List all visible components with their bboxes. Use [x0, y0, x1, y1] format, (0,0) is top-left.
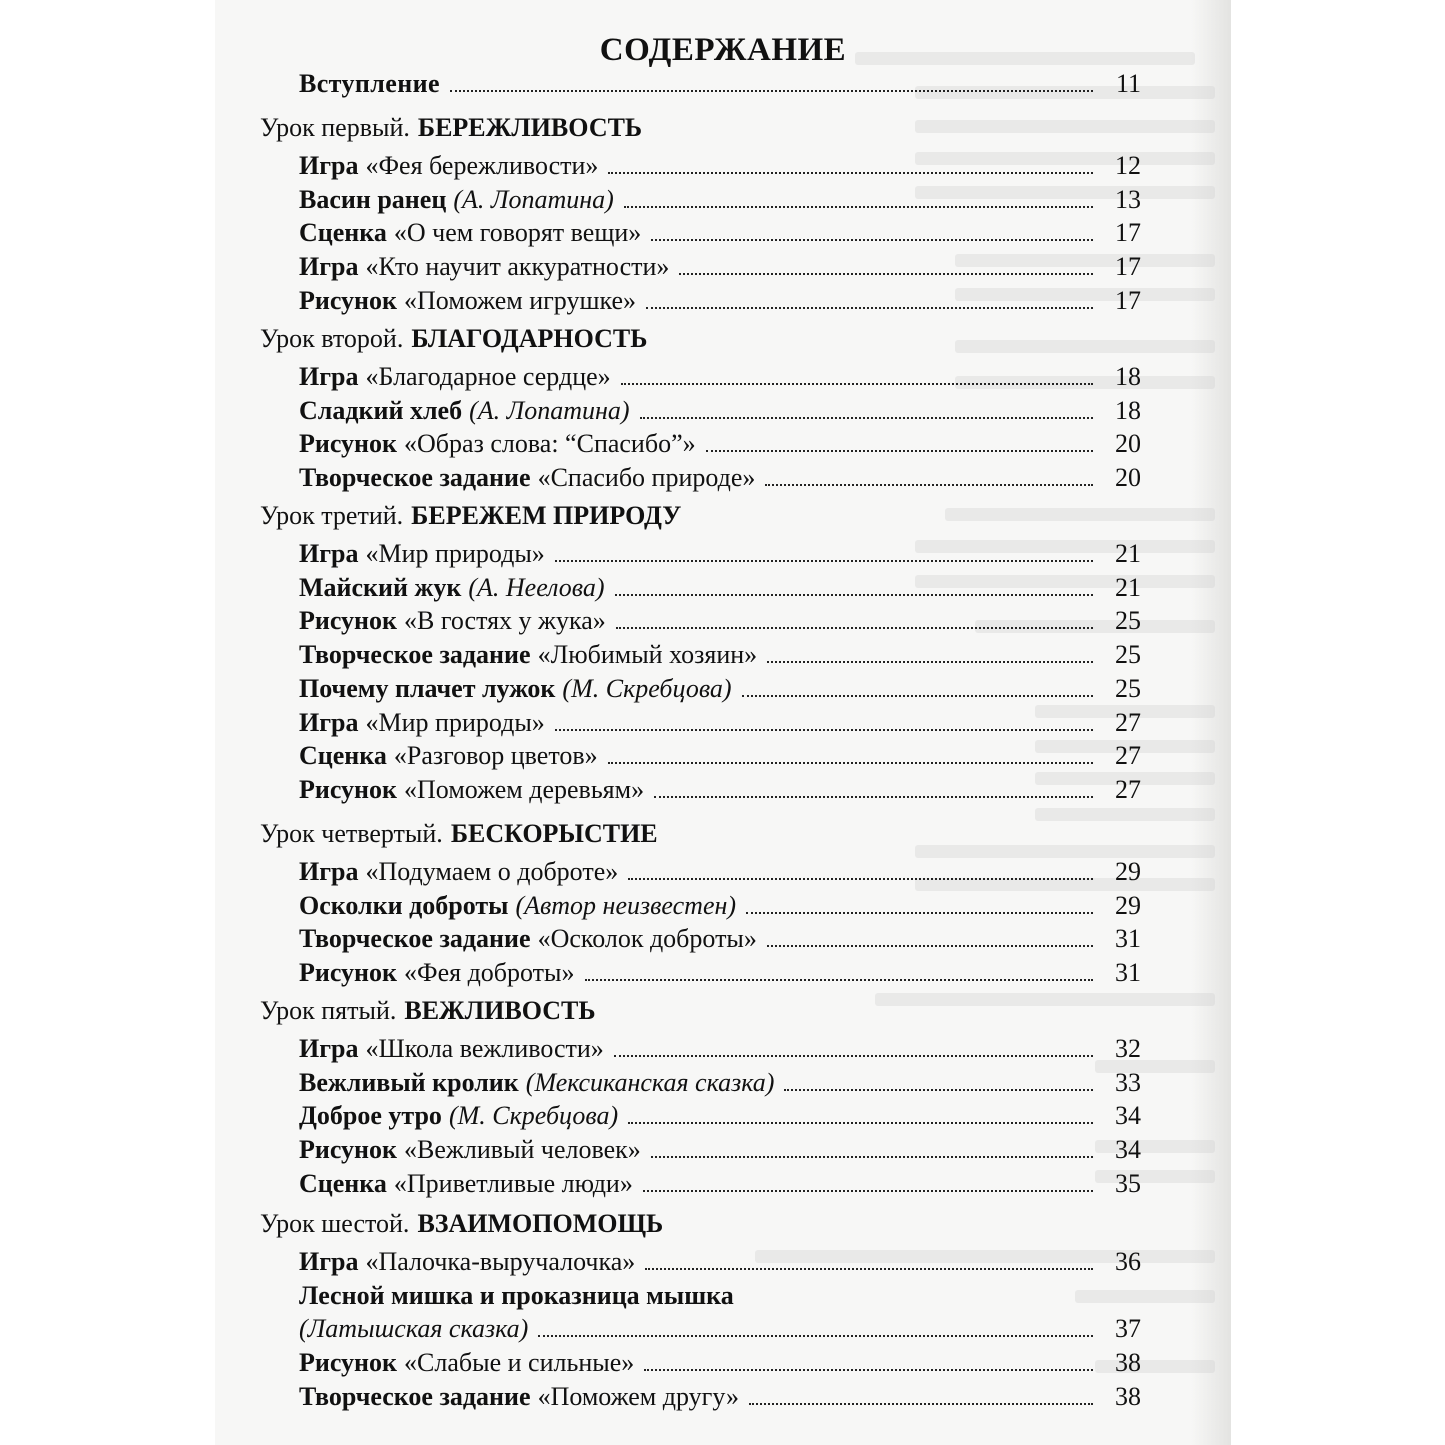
- dot-leader: [742, 694, 1093, 697]
- toc-entry: [299, 428, 1141, 460]
- lesson-name: БЕРЕЖЕМ ПРИРОДУ: [411, 501, 682, 530]
- toc-entry: [299, 605, 1141, 637]
- entry-label: Рисунок: [299, 286, 398, 315]
- toc-entry: [299, 923, 1141, 955]
- toc-entry: [299, 1033, 1141, 1065]
- toc-entry: [299, 740, 1141, 772]
- entry-title: [299, 361, 611, 393]
- toc-entry: [299, 1347, 1141, 1379]
- entry-label: Рисунок: [299, 1348, 398, 1377]
- entry-quote: «Образ слова: “Спасибо”»: [404, 429, 696, 458]
- page-number: 37: [1115, 1314, 1141, 1343]
- dot-leader: [651, 238, 1093, 241]
- entry-author: (А. Лопатина): [469, 396, 630, 425]
- lesson-heading: [260, 323, 647, 355]
- entry-label: Сценка: [299, 741, 387, 770]
- entry-quote: «Приветливые люди»: [393, 1169, 633, 1198]
- entry-quote: «О чем говорят вещи»: [393, 218, 642, 247]
- entry-label: Игра: [299, 539, 359, 568]
- entry-title: [299, 1067, 774, 1099]
- toc-entry: [299, 639, 1141, 671]
- entry-label: Сценка: [299, 218, 387, 247]
- entry-label: Почему плачет лужок: [299, 674, 556, 703]
- entry-author: (Автор неизвестен): [515, 891, 737, 920]
- dot-leader: [621, 382, 1093, 385]
- dot-leader: [765, 483, 1093, 486]
- entry-quote: «Любимый хозяин»: [537, 640, 758, 669]
- entry-author: (Мексиканская сказка): [525, 1068, 775, 1097]
- toc-entry: [299, 890, 1141, 922]
- entry-title: [299, 1134, 641, 1166]
- entry-label: Игра: [299, 1247, 359, 1276]
- lesson-heading: [260, 112, 642, 144]
- toc-entry: [299, 361, 1141, 393]
- dot-leader: [624, 205, 1093, 208]
- page-number: 21: [1115, 539, 1141, 568]
- dot-leader: [746, 911, 1093, 914]
- page-number: 18: [1115, 396, 1141, 425]
- entry-label: Игра: [299, 252, 359, 281]
- entry-label: Лесной мишка и проказница мышка: [299, 1281, 734, 1310]
- entry-quote: «Фея бережливости»: [365, 151, 599, 180]
- dot-leader: [679, 272, 1093, 275]
- toc-entry: [299, 1134, 1141, 1166]
- entry-label: Сценка: [299, 1169, 387, 1198]
- entry-quote: «Мир природы»: [365, 539, 545, 568]
- entry-author: (А. Неелова): [468, 573, 605, 602]
- entry-label: Сладкий хлеб: [299, 396, 463, 425]
- lesson-heading: [260, 1208, 663, 1240]
- page-number: 27: [1115, 775, 1141, 804]
- entry-title: [299, 1100, 618, 1132]
- entry-title: [299, 605, 606, 637]
- page-number: 31: [1115, 924, 1141, 953]
- page-title: СОДЕРЖАНИЕ: [599, 32, 847, 68]
- entry-label: Васин ранец: [299, 185, 447, 214]
- dot-leader: [640, 416, 1093, 419]
- entry-title: [299, 1168, 633, 1200]
- page-number: 17: [1115, 252, 1141, 281]
- entry-quote: «Поможем другу»: [537, 1382, 739, 1411]
- entry-title: [299, 538, 545, 570]
- lesson-prefix: Урок третий.: [260, 501, 404, 530]
- entry-label: Творческое задание: [299, 1382, 531, 1411]
- entry-quote: «Школа вежливости»: [365, 1034, 604, 1063]
- toc-entry: [299, 1313, 1141, 1345]
- entry-quote: «Фея доброты»: [404, 958, 575, 987]
- page-number: 38: [1115, 1382, 1141, 1411]
- entry-quote: «Разговор цветов»: [393, 741, 598, 770]
- page-number: 35: [1115, 1169, 1141, 1198]
- entry-quote: «Поможем игрушке»: [404, 286, 637, 315]
- lesson-name: БЕСКОРЫСТИЕ: [450, 819, 658, 848]
- entry-title: [299, 707, 545, 739]
- book-page: [215, 0, 1231, 1445]
- toc-entry: [299, 957, 1141, 989]
- entry-label: Игра: [299, 151, 359, 180]
- toc-entry: [299, 1100, 1141, 1132]
- dot-leader: [555, 728, 1093, 731]
- lesson-name: ВЗАИМОПОМОЩЬ: [417, 1209, 664, 1238]
- lesson-name: ВЕЖЛИВОСТЬ: [404, 996, 596, 1025]
- entry-label: Игра: [299, 1034, 359, 1063]
- dot-leader: [628, 1121, 1093, 1124]
- entry-quote: «Палочка-выручалочка»: [365, 1247, 636, 1276]
- dot-leader: [767, 944, 1093, 947]
- page-number: 36: [1115, 1247, 1141, 1276]
- entry-label: Рисунок: [299, 1135, 398, 1164]
- entry-label: Доброе утро: [299, 1101, 442, 1130]
- entry-author: (М. Скребцова): [448, 1101, 619, 1130]
- toc-entry: [299, 462, 1141, 494]
- toc-entry: [299, 707, 1141, 739]
- entry-author: (А. Лопатина): [453, 185, 614, 214]
- entry-title: [299, 740, 598, 772]
- lesson-prefix: Урок шестой.: [260, 1209, 410, 1238]
- entry-title: [299, 774, 644, 806]
- entry-quote: «Поможем деревьям»: [404, 775, 645, 804]
- dot-leader: [645, 1267, 1093, 1270]
- entry-quote: «Слабые и сильные»: [404, 1348, 635, 1377]
- page-number: 18: [1115, 362, 1141, 391]
- entry-label: Вежливый кролик: [299, 1068, 519, 1097]
- entry-quote: «Спасибо природе»: [537, 463, 756, 492]
- dot-leader: [608, 171, 1093, 174]
- entry-label: Рисунок: [299, 958, 398, 987]
- entry-title: [299, 1313, 528, 1345]
- toc-entry: [299, 184, 1141, 216]
- page-number: 25: [1115, 674, 1141, 703]
- entry-title: [299, 184, 614, 216]
- entry-title: [299, 957, 575, 989]
- toc-entry: [299, 856, 1141, 888]
- page-number: 11: [1115, 69, 1141, 98]
- entry-quote: «Кто научит аккуратности»: [365, 252, 670, 281]
- page-number: 20: [1115, 463, 1141, 492]
- toc-entry: [299, 150, 1141, 182]
- entry-title: [299, 572, 605, 604]
- lesson-name: БЛАГОДАРНОСТЬ: [411, 324, 648, 353]
- entry-label: Творческое задание: [299, 640, 531, 669]
- dot-leader: [644, 1368, 1093, 1371]
- entry-quote: «Благодарное сердце»: [365, 362, 611, 391]
- lesson-prefix: Урок первый.: [260, 113, 410, 142]
- entry-title: [299, 462, 755, 494]
- dot-leader: [643, 1189, 1093, 1192]
- dot-leader: [585, 978, 1093, 981]
- dot-leader: [608, 761, 1093, 764]
- entry-author: (Латышская сказка): [299, 1314, 529, 1343]
- lesson-heading: [260, 818, 658, 850]
- entry-title: [299, 673, 732, 705]
- page-number: 25: [1115, 640, 1141, 669]
- entry-title: [299, 1280, 734, 1312]
- entry-title: [299, 150, 598, 182]
- page-number: 31: [1115, 958, 1141, 987]
- page-number: 27: [1115, 708, 1141, 737]
- entry-label: Рисунок: [299, 429, 398, 458]
- page-number: 20: [1115, 429, 1141, 458]
- page-number: 34: [1115, 1101, 1141, 1130]
- page-number: 29: [1115, 891, 1141, 920]
- toc-entry: [299, 217, 1141, 249]
- dot-leader: [614, 1054, 1093, 1057]
- dot-leader: [538, 1334, 1093, 1337]
- dot-leader: [654, 795, 1093, 798]
- page-number: 34: [1115, 1135, 1141, 1164]
- entry-title: [299, 395, 630, 427]
- toc-entry: [299, 572, 1141, 604]
- dot-leader: [628, 877, 1093, 880]
- dot-leader: [784, 1088, 1093, 1091]
- page-number: 29: [1115, 857, 1141, 886]
- entry-title: [299, 1381, 739, 1413]
- toc-entry: [299, 395, 1141, 427]
- lesson-prefix: Урок второй.: [260, 324, 404, 353]
- entry-title: [299, 217, 641, 249]
- page-number: 32: [1115, 1034, 1141, 1063]
- dot-leader: [749, 1402, 1093, 1405]
- toc-entry: [299, 774, 1141, 806]
- entry-quote: «В гостях у жука»: [404, 606, 606, 635]
- entry-label: Игра: [299, 362, 359, 391]
- entry-label: Майский жук: [299, 573, 462, 602]
- entry-title: [299, 923, 757, 955]
- dot-leader: [651, 1155, 1093, 1158]
- entry-title: Вступление: [299, 69, 440, 98]
- dot-leader: [555, 559, 1093, 562]
- toc-entry-intro: [299, 68, 1141, 100]
- dot-leader: [706, 449, 1093, 452]
- entry-title: [299, 285, 636, 317]
- toc-entry: [299, 1067, 1141, 1099]
- dot-leader: [616, 626, 1093, 629]
- entry-title: [299, 1347, 634, 1379]
- page-number: 12: [1115, 151, 1141, 180]
- toc-entry: [299, 251, 1141, 283]
- dot-leader: [767, 660, 1093, 663]
- page-number: 25: [1115, 606, 1141, 635]
- page-number: 17: [1115, 218, 1141, 247]
- page-number: 33: [1115, 1068, 1141, 1097]
- entry-quote: «Вежливый человек»: [404, 1135, 641, 1164]
- toc-entry: [299, 1168, 1141, 1200]
- toc-entry: [299, 1381, 1141, 1413]
- page-number: 21: [1115, 573, 1141, 602]
- entry-author: (М. Скребцова): [562, 674, 732, 703]
- page-number: 17: [1115, 286, 1141, 315]
- entry-label: Осколки доброты: [299, 891, 509, 920]
- dot-leader: [450, 89, 1093, 92]
- entry-label: Игра: [299, 708, 359, 737]
- dot-leader: [646, 306, 1093, 309]
- toc-entry: [299, 285, 1141, 317]
- entry-title: [299, 1033, 604, 1065]
- entry-label: Рисунок: [299, 606, 398, 635]
- toc-entry: [299, 1246, 1141, 1278]
- lesson-heading: [260, 500, 681, 532]
- entry-label: Творческое задание: [299, 924, 531, 953]
- entry-title: [299, 639, 757, 671]
- entry-quote: «Подумаем о доброте»: [365, 857, 619, 886]
- entry-title: [299, 1246, 635, 1278]
- page-number: 13: [1115, 185, 1141, 214]
- toc-entry: [299, 538, 1141, 570]
- lesson-name: БЕРЕЖЛИВОСТЬ: [417, 113, 643, 142]
- page-number: 27: [1115, 741, 1141, 770]
- lesson-prefix: Урок пятый.: [260, 996, 397, 1025]
- entry-quote: «Осколок доброты»: [537, 924, 757, 953]
- entry-title: [299, 890, 736, 922]
- entry-quote: «Мир природы»: [365, 708, 545, 737]
- toc-entry: [299, 673, 1141, 705]
- entry-title: [299, 251, 669, 283]
- entry-label: Рисунок: [299, 775, 398, 804]
- entry-label: Игра: [299, 857, 359, 886]
- entry-label: Творческое задание: [299, 463, 531, 492]
- lesson-heading: [260, 995, 596, 1027]
- lesson-prefix: Урок четвертый.: [260, 819, 443, 848]
- dot-leader: [615, 593, 1093, 596]
- toc-entry: [299, 1280, 1141, 1312]
- page-number: 38: [1115, 1348, 1141, 1377]
- entry-title: [299, 856, 618, 888]
- page-edge-shadow: [1191, 0, 1231, 1445]
- entry-title: [299, 428, 696, 460]
